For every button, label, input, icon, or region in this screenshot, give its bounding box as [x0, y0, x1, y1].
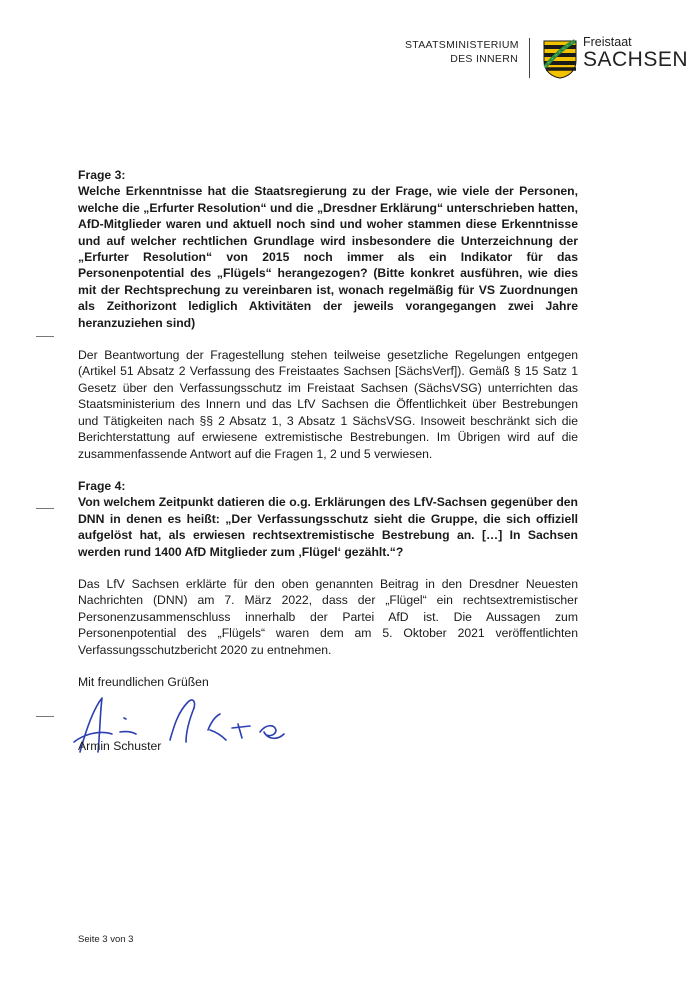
ministry-line-1: STAATSMINISTERIUM — [405, 39, 519, 51]
greeting: Mit freundlichen Grüßen — [78, 674, 209, 689]
signer-name: Armin Schuster — [78, 739, 162, 754]
page-number: Seite 3 von 3 — [78, 934, 134, 945]
fold-mark — [36, 508, 54, 509]
question-3-text: Welche Erkenntnisse hat die Staatsregierung zu der Frage, wie viele der Personen, welche die „Erfurter Resolution“ und die „Dresdner Erklärung“ unterschrieben hatten, AfD-Mitglieder waren und aktuell noch sind und woher stammen diese Erkenntnisse und auf welcher rechtlichen Grundlage wird insbesondere die Unterzeichnung der „Erfurter Resolution“ von 2015 noch immer als ein Indikator für das Personenpotential des „Flügels“ herangezogen? (Bitte konkret ausführen, wie dies mit der Rechtsprechung zu vereinbaren ist, wonach regelmäßig für VS Zuordnungen als Zeithorizont lediglich Aktivitäten der jeweils vorangegangen zwei Jahre heranzuziehen sind) — [78, 184, 578, 330]
fold-mark — [36, 336, 54, 337]
state-line-2: SACHSEN — [583, 48, 689, 71]
ministry-line-2: DES INNERN — [450, 53, 518, 65]
answer-3-text: Der Beantwortung der Fragestellung stehen teilweise gesetzliche Regelungen entgegen (Artikel 51 Absatz 2 Verfassung des Freistaates Sachsen [SächsVerf]). Gemäß § 15 Satz 1 Gesetz über den Verfassungsschutz im Freistaat Sachsen (SächsVSG) unterrichten das Staatsministerium des Innern und das LfV Sachsen die Öffentlichkeit über Bestrebungen und Tätigkeiten nach §§ 2 Absatz 1, 3 Absatz 1 SächsVSG. Insoweit beschränkt sich die Berichterstattung auf erwiesene extremistische Bestrebungen. Im Übrigen wird auf die zusammenfassende Antwort auf die Fragen 1, 2 und 5 verwiesen. — [78, 348, 578, 461]
letter-body — [78, 167, 578, 756]
state-line-1: Freistaat — [583, 35, 632, 49]
ministry-name — [405, 38, 518, 66]
header-divider — [529, 38, 530, 78]
question-4-text: Von welchem Zeitpunkt datieren die o.g. Erklärungen des LfV-Sachsen gegenüber den DNN in denen es heißt: „Der Verfassungsschutz sieht die Gruppe, die sich offiziell aufgelöst hat, als erwiesen rechtsextremistische Bestrebung an. […] In Sachsen werden rund 1400 AfD Mitglieder zum ‚Flügel‘ gezählt.“? — [78, 495, 578, 559]
signature-block — [78, 690, 578, 756]
saxony-coat-of-arms-icon — [543, 37, 577, 79]
punch-mark — [36, 716, 54, 717]
question-3-heading: Frage 3: — [78, 168, 126, 182]
question-4-heading: Frage 4: — [78, 478, 126, 493]
state-name — [583, 36, 688, 71]
letterhead — [405, 35, 689, 82]
answer-4-text: Das LfV Sachsen erklärte für den oben genannten Beitrag in den Dresdner Neuesten Nachrichten (DNN) am 7. März 2022, dass der „Flügel“ ein rechtsextremistischer Personenzusammenschluss innerhalb der Partei AfD ist. Die Aussagen zum Personenpotential des „Flügels“ waren dem am 5. Oktober 2021 veröffentlichten Verfassungsschutzbericht 2020 zu entnehmen. — [78, 576, 578, 657]
